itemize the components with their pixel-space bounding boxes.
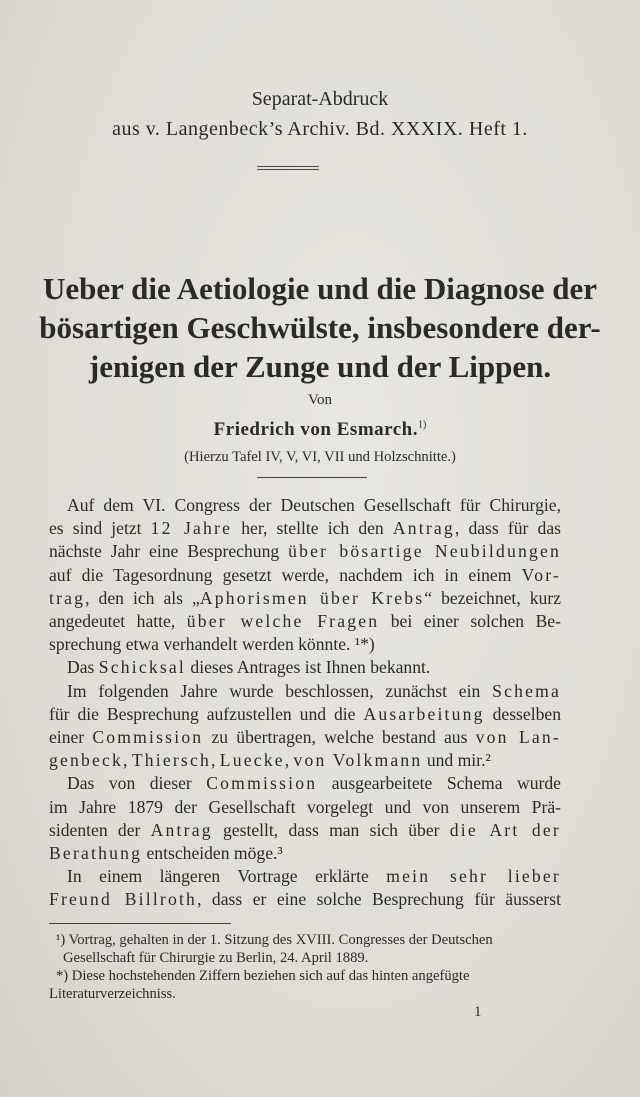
text-segment: entscheiden möge.³ xyxy=(142,843,283,863)
spaced-emphasis: Schema xyxy=(492,680,561,701)
body-p3-line-2 xyxy=(49,704,561,725)
text-segment: desselben xyxy=(484,703,561,724)
spaced-emphasis: Antrag xyxy=(150,819,213,840)
source-journal: aus v. Langenbeck’s Archiv. Bd. XXXIX. Heft 1. xyxy=(112,118,528,140)
text-segment: einer xyxy=(49,727,93,747)
body-p1-line-5 xyxy=(49,588,561,609)
author-line xyxy=(0,419,640,441)
text-segment: und mir.² xyxy=(422,750,491,771)
body-p4-line-2 xyxy=(49,797,561,818)
body-p4-line-4 xyxy=(49,843,561,864)
text-segment: , den ich als „ xyxy=(85,587,200,608)
text-segment: es sind jetzt xyxy=(49,518,151,539)
body-p4-line-1 xyxy=(67,773,561,794)
text-segment: sprechung etwa verhandelt werden könnte. ¹*) xyxy=(49,634,375,655)
spaced-emphasis: von Volkmann xyxy=(293,750,423,771)
text-segment: Im folgenden Jahre wurde beschlossen, zunächst ein xyxy=(67,680,493,701)
text-segment: Das xyxy=(67,657,99,678)
title-line-1: Ueber die Aetiologie und die Diagnose der xyxy=(43,271,597,306)
text-segment: Das von dieser xyxy=(67,773,207,794)
byline-rule xyxy=(257,477,367,478)
title-line-2: bösartigen Geschwülste, insbesondere der- xyxy=(39,310,601,345)
body-p3-line-3 xyxy=(49,727,561,748)
text-segment: gestellt, dass man sich über xyxy=(212,819,450,840)
body-p1-line-3 xyxy=(49,541,561,562)
spaced-emphasis: Antrag xyxy=(392,518,455,539)
text-segment: , xyxy=(284,750,294,771)
text-segment: “ bezeichnet, kurz xyxy=(424,587,561,608)
spaced-emphasis: Vor- xyxy=(521,564,561,585)
spaced-emphasis: Thiersch xyxy=(131,750,211,771)
text-segment: sidenten der xyxy=(49,819,151,840)
text-segment: auf die Tagesordnung gesetzt werde, nachdem ich in einem xyxy=(49,564,522,585)
text-segment: , dass für das xyxy=(454,518,561,539)
text-segment: ausgearbeitete Schema wurde xyxy=(317,773,561,794)
spaced-emphasis: Commission xyxy=(206,773,318,794)
text-segment: zu übertragen, welche bestand aus xyxy=(203,727,476,747)
author-name: Friedrich von Esmarch. xyxy=(213,419,418,440)
author-footnote-mark: 1) xyxy=(418,419,427,431)
body-p2-line-1 xyxy=(67,657,561,678)
body-p5-line-2 xyxy=(49,889,561,910)
plates-note: (Hierzu Tafel IV, V, VI, VII und Holzschnitte.) xyxy=(184,449,456,465)
text-segment: , xyxy=(123,750,132,771)
text-segment: bei einer solchen Be- xyxy=(379,611,561,631)
text-segment: dieses Antrages ist Ihnen bekannt. xyxy=(186,657,431,678)
body-p1-line-6 xyxy=(49,611,561,632)
offprint-label: Separat-Abdruck xyxy=(251,88,389,110)
spaced-emphasis: über welche Fragen xyxy=(186,611,380,631)
body-p4-line-3 xyxy=(49,820,561,841)
spaced-emphasis: Aphorismen über Krebs xyxy=(199,587,425,608)
text-segment: angedeutet hatte, xyxy=(49,611,187,631)
footnote-2-line-1: *) Diese hochstehenden Ziffern beziehen sich auf das hinten angefügte xyxy=(56,968,470,984)
footnote-2-line-2: Literaturverzeichniss. xyxy=(49,986,176,1002)
spaced-emphasis: von Lan- xyxy=(475,727,561,747)
page-number: 1 xyxy=(474,1004,482,1020)
spaced-emphasis: Berathung xyxy=(49,843,143,863)
text-segment: her, stellte ich den xyxy=(232,518,393,539)
text-segment: , dass er eine solche Besprechung für äusserst xyxy=(197,889,561,910)
spaced-emphasis: trag xyxy=(49,587,86,608)
text-segment: In einem längeren Vortrage erklärte xyxy=(67,866,387,887)
body-p3-line-1 xyxy=(67,681,561,702)
title-line-3: jenigen der Zunge und der Lippen. xyxy=(88,349,552,384)
spaced-emphasis: 12 Jahre xyxy=(150,518,233,539)
byline-von: Von xyxy=(308,392,332,408)
header-rule-bottom xyxy=(257,169,319,170)
text-segment: Auf dem VI. Congress der Deutschen Gesellschaft für Chirurgie, xyxy=(67,495,561,515)
spaced-emphasis: Freund Billroth xyxy=(49,889,198,910)
spaced-emphasis: Commission xyxy=(92,727,204,747)
body-p1-line-4 xyxy=(49,565,561,586)
header-rule-top xyxy=(257,166,319,167)
spaced-emphasis: mein sehr lieber xyxy=(386,866,561,887)
spaced-emphasis: über bösartige Neubildungen xyxy=(288,541,561,562)
spaced-emphasis: genbeck xyxy=(49,750,124,771)
text-segment: , xyxy=(210,750,220,771)
spaced-emphasis: Schicksal xyxy=(98,657,186,678)
body-p1-line-2 xyxy=(49,518,561,539)
text-segment: für die Besprechung aufzustellen und die xyxy=(49,703,364,724)
footnote-1-line-2: Gesellschaft für Chirurgie zu Berlin, 24. April 1889. xyxy=(63,950,369,966)
footnote-rule xyxy=(49,923,231,924)
body-p1-line-7 xyxy=(49,634,561,655)
body-p5-line-1 xyxy=(67,866,561,887)
body-p1-line-1 xyxy=(67,495,561,516)
spaced-emphasis: die Art der xyxy=(449,819,561,840)
text-segment: im Jahre 1879 der Gesellschaft vorgelegt und von unserem Prä- xyxy=(49,796,561,817)
body-p3-line-4 xyxy=(49,750,561,771)
spaced-emphasis: Luecke xyxy=(219,750,285,771)
footnote-1-line-1: ¹) Vortrag, gehalten in der 1. Sitzung des XVIII. Congresses der Deutschen xyxy=(56,932,493,948)
spaced-emphasis: Ausarbeitung xyxy=(363,703,485,724)
text-segment: nächste Jahr eine Besprechung xyxy=(49,541,289,562)
